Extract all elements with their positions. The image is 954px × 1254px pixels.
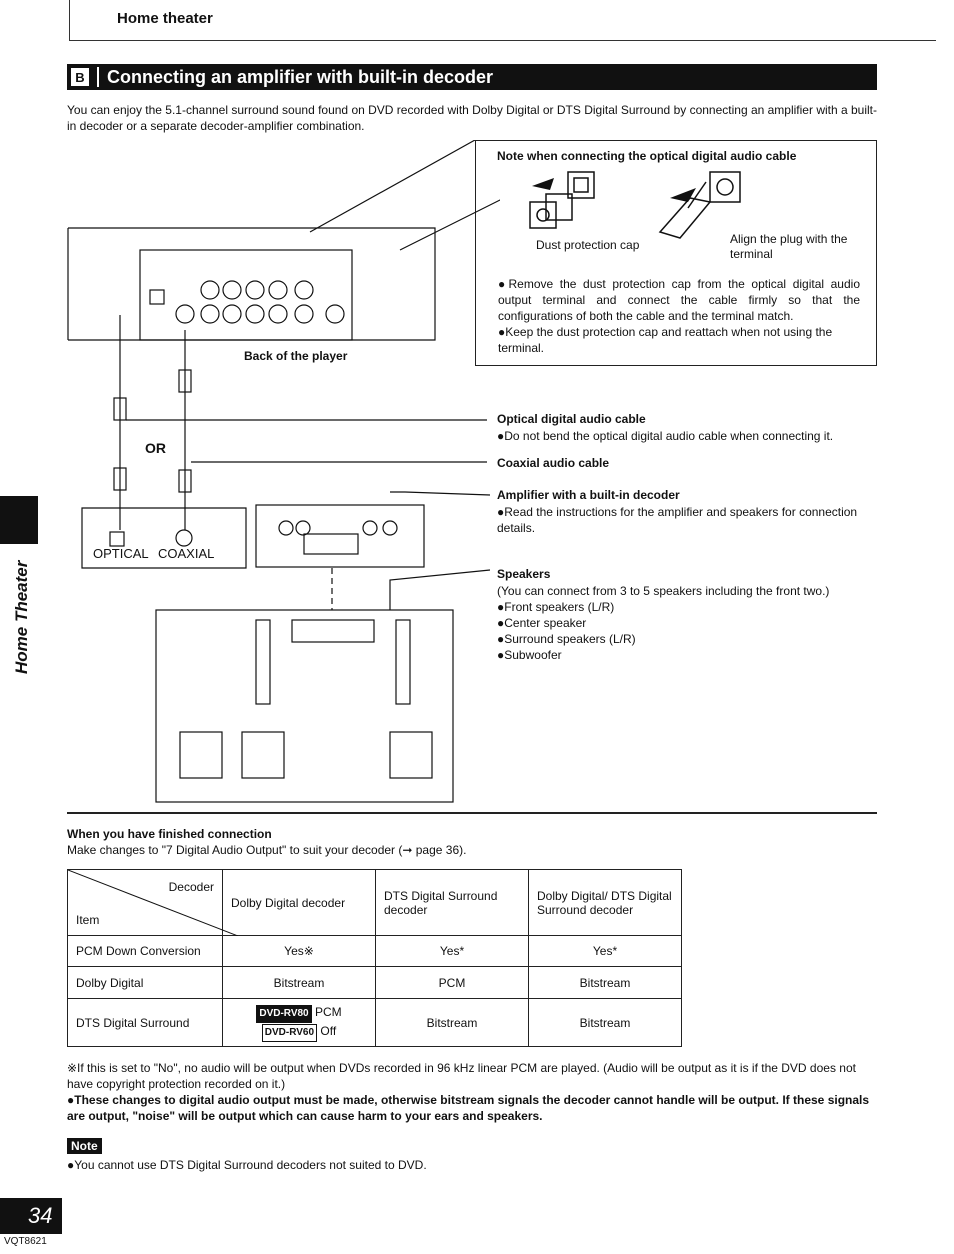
footnote-warning: ●These changes to digital audio output must be made, otherwise bitstream signals the decoder cannot handle will be output. If these signals are output, "noise" will be output which can cause harm to your ears and speakers. — [67, 1093, 870, 1123]
note-box-title: Note when connecting the optical digital audio cable — [497, 149, 797, 163]
connection-diagram — [60, 140, 500, 810]
side-tab — [0, 496, 38, 544]
optical-label: OPTICAL — [93, 546, 149, 561]
optical-cable-bullet: ●Do not bend the optical digital audio cable when connecting it. — [497, 429, 834, 443]
table-header-row — [68, 870, 682, 936]
table-cell: Yes※ — [223, 936, 376, 967]
table-cell: Bitstream — [376, 999, 529, 1047]
amplifier-bullet: ●Read the instructions for the amplifier and speakers for connection details. — [497, 505, 858, 535]
amplifier-title: Amplifier with a built-in decoder — [497, 488, 680, 502]
corner-item: Item — [76, 913, 100, 927]
optical-plug-illustration — [520, 168, 760, 248]
table-header: DTS Digital Surround decoder — [376, 870, 529, 936]
page-code: VQT8621 — [4, 1236, 47, 1247]
table-header: Dolby Digital/ DTS Digital Surround decoder — [529, 870, 682, 936]
table-cell: Bitstream — [529, 967, 682, 999]
header-vline — [69, 0, 70, 41]
table-cell — [223, 999, 376, 1047]
table-cell: PCM — [376, 967, 529, 999]
speakers-line: ●Front speakers (L/R) — [497, 600, 615, 614]
optical-cable-title: Optical digital audio cable — [497, 412, 646, 426]
table-corner-cell — [68, 870, 223, 936]
side-tab-text-wrap — [8, 540, 38, 680]
page-number: 34 — [0, 1198, 62, 1234]
speakers-line: ●Subwoofer — [497, 648, 562, 662]
model-value: Off — [320, 1023, 337, 1038]
corner-decoder: Decoder — [168, 880, 214, 894]
table-row — [68, 936, 682, 967]
section-title: Connecting an amplifier with built-in decoder — [107, 66, 494, 87]
coaxial-label: COAXIAL — [158, 546, 215, 561]
decoder-table — [67, 869, 682, 1047]
table-header: Dolby Digital decoder — [223, 870, 376, 936]
section-title-bar — [67, 64, 877, 90]
speakers-line: ●Surround speakers (L/R) — [497, 632, 636, 646]
note-text: ●You cannot use DTS Digital Surround decoders not suited to DVD. — [67, 1158, 427, 1172]
note-tag: Note — [67, 1138, 102, 1154]
note-bullet: ●Remove the dust protection cap from the optical digital audio output terminal and connect the cable firmly so that the configurations of both the cable and the terminal match. — [498, 277, 860, 323]
table-cell: Yes* — [376, 936, 529, 967]
speakers-line: (You can connect from 3 to 5 speakers including the front two.) — [497, 584, 830, 598]
footnote-asterisk: ※If this is set to "No", no audio will be output when DVDs recorded in 96 kHz linear PCM are played. (Audio will be output as it is if the DVD does not have copyright protection recorded on it.) — [67, 1061, 856, 1091]
header-title: Home theater — [117, 10, 213, 27]
align-label: Align the plug with the terminal — [730, 232, 848, 261]
section-divider — [97, 67, 99, 87]
model-tag: DVD-RV60 — [262, 1024, 317, 1042]
model-value: PCM — [314, 1004, 342, 1019]
speakers-line: ●Center speaker — [497, 616, 587, 630]
side-tab-text: Home Theater — [12, 560, 31, 674]
model-tag: DVD-RV80 — [256, 1005, 311, 1023]
finished-text: Make changes to "7 Digital Audio Output" to suit your decoder (➞ page 36). — [67, 843, 467, 857]
table-cell-item: Dolby Digital — [68, 967, 223, 999]
coaxial-cable-title: Coaxial audio cable — [497, 456, 610, 470]
table-row — [68, 967, 682, 999]
section-letter: B — [71, 68, 89, 86]
or-label: OR — [145, 440, 166, 456]
intro-text: You can enjoy the 5.1-channel surround sound found on DVD recorded with Dolby Digital or DTS Digital Surround by connecting an amplifier with a built-in decoder or a separate decoder-amplifier combination. — [67, 103, 878, 133]
header-rule — [70, 40, 936, 41]
table-cell-item: DTS Digital Surround — [68, 999, 223, 1047]
table-row — [68, 999, 682, 1047]
table-cell: Yes* — [529, 936, 682, 967]
speakers-title: Speakers — [497, 567, 551, 581]
back-of-player-label: Back of the player — [244, 349, 348, 363]
table-cell: Bitstream — [529, 999, 682, 1047]
dust-cap-label: Dust protection cap — [536, 238, 640, 252]
table-cell-item: PCM Down Conversion — [68, 936, 223, 967]
finished-title: When you have finished connection — [67, 827, 272, 841]
table-cell: Bitstream — [223, 967, 376, 999]
section-rule — [67, 812, 877, 814]
note-bullet: ●Keep the dust protection cap and reattach when not using the terminal. — [498, 325, 833, 355]
